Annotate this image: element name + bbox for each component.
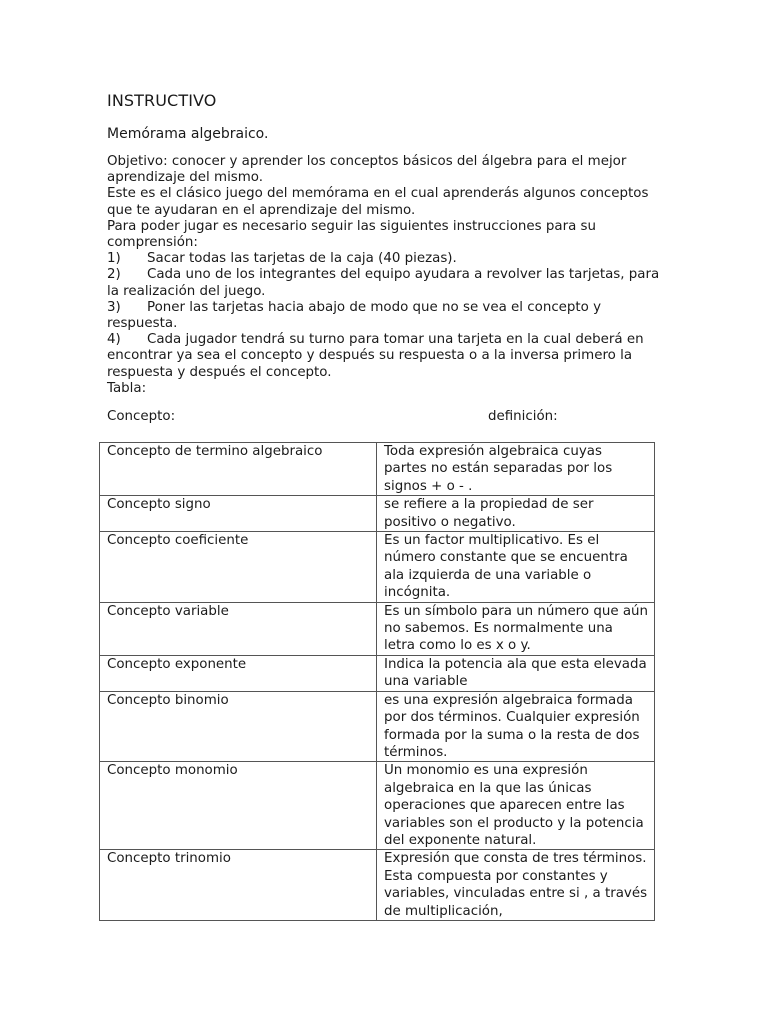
table-row <box>100 496 655 532</box>
concept-cell: Concepto coeficiente <box>100 532 377 603</box>
table-row <box>100 532 655 603</box>
concept-cell: Concepto trinomio <box>100 850 377 921</box>
step-number: 2) <box>107 267 121 283</box>
instructions-intro-paragraph: Para poder jugar es necesario seguir las siguientes instrucciones para su comprensión: <box>107 218 597 251</box>
definition-cell: Indica la potencia ala que esta elevada una variable <box>377 655 655 691</box>
step-text: Cada uno de los integrantes del equipo ayudara a revolver las tarjetas, para la realización del juego. <box>107 267 660 299</box>
definition-cell: es una expresión algebraica formada por dos términos. Cualquier expresión formada por la suma o la resta de dos términos. <box>377 691 655 762</box>
table-row <box>100 602 655 655</box>
table-row <box>100 443 655 496</box>
concepts-table <box>99 442 655 921</box>
step-text: Sacar todas las tarjetas de la caja (40 piezas). <box>147 251 457 267</box>
step-number: 1) <box>107 251 121 267</box>
document-subtitle: Memórama algebraico. <box>107 126 269 142</box>
table-column-headers <box>107 409 667 425</box>
step-item <box>107 332 667 381</box>
step-item <box>107 267 667 299</box>
step-number: 3) <box>107 299 121 315</box>
definition-cell: Toda expresión algebraica cuyas partes no están separadas por los signos + o - . <box>377 443 655 496</box>
step-item <box>107 300 667 332</box>
concept-cell: Concepto variable <box>100 602 377 655</box>
objective-paragraph: Objetivo: conocer y aprender los conceptos básicos del álgebra para el mejor aprendizaje del mismo. <box>107 154 627 186</box>
table-row <box>100 655 655 691</box>
definition-cell: se refiere a la propiedad de ser positivo o negativo. <box>377 496 655 532</box>
definition-cell: Es un factor multiplicativo. Es el número constante que se encuentra ala izquierda de una variable o incógnita. <box>377 532 655 603</box>
definition-cell: Expresión que consta de tres términos. Esta compuesta por constantes y variables, vinculadas entre si , a través de multiplicación, <box>377 850 655 921</box>
concept-cell: Concepto de termino algebraico <box>100 443 377 496</box>
concept-cell: Concepto exponente <box>100 655 377 691</box>
table-label: Tabla: <box>107 380 147 396</box>
step-text: Cada jugador tendrá su turno para tomar una tarjeta en la cual deberá en encontrar ya sea el concepto y después su respuesta o a la inversa primero la respuesta y después el concepto. <box>107 332 644 380</box>
document-title: INSTRUCTIVO <box>107 91 217 110</box>
document-page <box>107 90 667 425</box>
steps-list <box>107 251 667 381</box>
concept-column-header: Concepto: <box>107 409 176 425</box>
concept-cell: Concepto signo <box>100 496 377 532</box>
step-text: Poner las tarjetas hacia abajo de modo que no se vea el concepto y respuesta. <box>107 299 602 332</box>
definition-column-header: definición: <box>488 409 558 425</box>
concept-cell: Concepto monomio <box>100 762 377 850</box>
table-row <box>100 850 655 921</box>
table-row <box>100 762 655 850</box>
step-number: 4) <box>107 332 121 348</box>
step-item <box>107 251 667 267</box>
instructions-body <box>107 154 667 397</box>
definition-cell: Un monomio es una expresión algebraica en la que las únicas operaciones que aparecen entre las variables son el producto y la potencia del exponente natural. <box>377 762 655 850</box>
concept-cell: Concepto binomio <box>100 691 377 762</box>
definition-cell: Es un símbolo para un número que aún no sabemos. Es normalmente una letra como lo es x o y. <box>377 602 655 655</box>
table-row <box>100 691 655 762</box>
intro-paragraph: Este es el clásico juego del memórama en el cual aprenderás algunos conceptos que te ayudaran en el aprendizaje del mismo. <box>107 186 649 218</box>
